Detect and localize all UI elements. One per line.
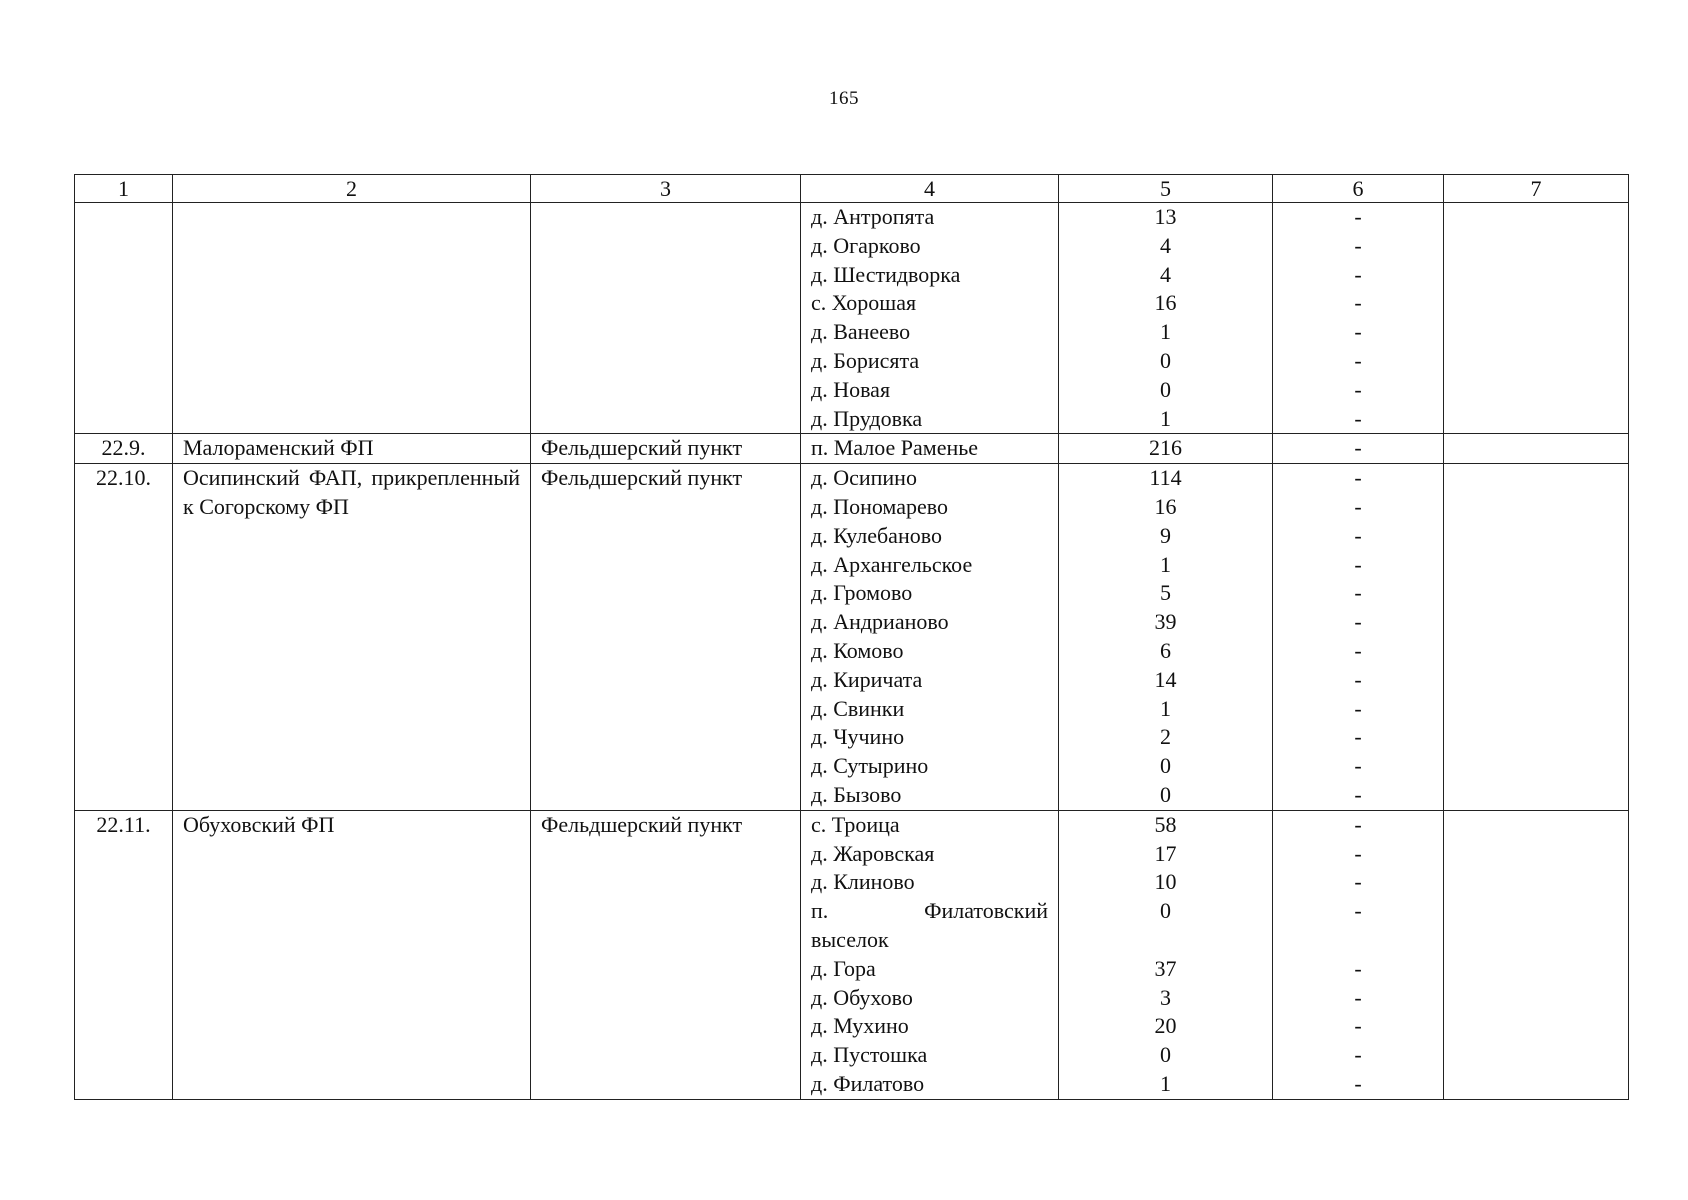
table-row — [75, 434, 1629, 464]
settlement-name: д. Осипино — [811, 465, 917, 491]
column-6-value: - — [1354, 522, 1362, 548]
column-6-value: - — [1354, 551, 1362, 577]
column-6-value: - — [1354, 376, 1362, 402]
population-value: 0 — [1160, 1042, 1171, 1068]
population-value: 4 — [1160, 261, 1171, 287]
column-6-value: - — [1354, 435, 1362, 461]
population-cell — [1059, 810, 1273, 1099]
settlement-name: д. Антропята — [811, 204, 935, 229]
column-6-value: - — [1354, 347, 1362, 373]
population-value: 16 — [1154, 290, 1177, 316]
column-6-value: - — [1354, 204, 1362, 229]
settlements-cell — [801, 810, 1059, 1099]
column-6-value: - — [1354, 869, 1362, 895]
column-6-value: - — [1354, 465, 1362, 491]
column-header: 1 — [75, 175, 173, 203]
settlement-name: д. Киричата — [811, 666, 923, 692]
column-6-value: - — [1354, 319, 1362, 345]
population-value: 5 — [1160, 580, 1171, 606]
population-spacer — [1059, 926, 1272, 955]
population-value: 1 — [1160, 695, 1171, 721]
settlement-name: д. Андрианово — [811, 609, 949, 635]
column-6-value: - — [1354, 666, 1362, 692]
facility-type: Фельдшерский пункт — [541, 465, 743, 491]
facility-name-cell — [173, 434, 531, 464]
column-7-cell — [1444, 464, 1629, 811]
settlement-name: д. Пустошка — [811, 1042, 928, 1068]
facility-name: Обуховский ФП — [183, 811, 335, 837]
population-value: 13 — [1154, 204, 1177, 229]
population-value: 20 — [1154, 1013, 1177, 1039]
table-body — [75, 203, 1629, 1100]
population-value: 0 — [1160, 347, 1171, 373]
population-value: 10 — [1154, 869, 1177, 895]
population-value: 37 — [1154, 955, 1177, 981]
facility-name-cell — [173, 810, 531, 1099]
row-number-cell — [75, 203, 173, 434]
column-6-value: - — [1354, 405, 1362, 431]
settlements-cell — [801, 203, 1059, 434]
facility-type-cell — [531, 434, 801, 464]
settlement-name: д. Архангельское — [811, 551, 973, 577]
facility-type-cell — [531, 464, 801, 811]
column-6-value: - — [1354, 580, 1362, 606]
column-6-value: - — [1354, 724, 1362, 750]
population-value: 4 — [1160, 232, 1171, 258]
population-value: 0 — [1160, 376, 1171, 402]
column-6-value: - — [1354, 898, 1362, 924]
facilities-table — [74, 174, 1629, 1100]
column-6-value: - — [1354, 781, 1362, 807]
settlement-name — [811, 897, 1048, 926]
population-value: 2 — [1160, 724, 1171, 750]
facility-name-cell — [173, 203, 531, 434]
settlement-name: д. Борисята — [811, 347, 920, 373]
table-row — [75, 464, 1629, 811]
population-value: 1 — [1160, 551, 1171, 577]
settlement-name: д. Чучино — [811, 724, 905, 750]
header-row — [75, 175, 1629, 203]
population-value: 39 — [1154, 609, 1177, 635]
column-7-cell — [1444, 434, 1629, 464]
settlements-cell — [801, 464, 1059, 811]
column-6-value: - — [1354, 232, 1362, 258]
table-row — [75, 203, 1629, 434]
column-6-value: - — [1354, 493, 1362, 519]
settlement-name: д. Жаровская — [811, 840, 935, 866]
column-6-value: - — [1354, 261, 1362, 287]
facility-name-cell — [173, 464, 531, 811]
facility-name: Осипинский ФАП, прикрепленный к Согорскому ФП — [183, 465, 520, 519]
column-header: 2 — [173, 175, 531, 203]
population-value: 0 — [1160, 753, 1171, 779]
facility-type-cell — [531, 810, 801, 1099]
settlement-name: д. Бызово — [811, 781, 902, 807]
settlement-name: д. Сутырино — [811, 753, 929, 779]
population-value: 114 — [1149, 465, 1182, 491]
facility-type: Фельдшерский пункт — [541, 435, 743, 461]
settlement-name-part: Филатовский — [924, 898, 1048, 924]
settlement-name-continued: выселок — [811, 926, 889, 952]
row-number: 22.9. — [101, 435, 146, 461]
population-value: 0 — [1160, 781, 1171, 807]
column-header: 7 — [1444, 175, 1629, 203]
population-value: 1 — [1160, 1070, 1171, 1096]
column-header: 4 — [801, 175, 1059, 203]
settlement-name: д. Гора — [811, 955, 876, 981]
population-value: 0 — [1160, 898, 1171, 924]
settlement-name: д. Комово — [811, 637, 904, 663]
row-number: 22.10. — [96, 465, 151, 491]
settlement-name: с. Хорошая — [811, 290, 917, 316]
facility-type-cell — [531, 203, 801, 434]
population-value: 58 — [1154, 811, 1177, 837]
population-value: 14 — [1154, 666, 1177, 692]
row-number-cell — [75, 464, 173, 811]
page-number: 165 — [829, 88, 859, 109]
population-value: 6 — [1160, 637, 1171, 663]
row-number — [75, 203, 172, 232]
column-6-value: - — [1354, 840, 1362, 866]
population-value: 216 — [1149, 435, 1182, 461]
column-6-value: - — [1354, 609, 1362, 635]
settlement-name: д. Свинки — [811, 695, 905, 721]
settlement-name: д. Новая — [811, 376, 891, 402]
column-6-cell — [1273, 434, 1444, 464]
column-6-value: - — [1354, 637, 1362, 663]
population-cell — [1059, 464, 1273, 811]
settlement-name: д. Мухино — [811, 1013, 909, 1039]
settlement-name: д. Прудовка — [811, 405, 923, 431]
row-number: 22.11. — [96, 811, 151, 837]
column-6-value: - — [1354, 753, 1362, 779]
population-cell — [1059, 203, 1273, 434]
settlement-name: д. Громово — [811, 580, 913, 606]
column-6-cell — [1273, 203, 1444, 434]
population-cell — [1059, 434, 1273, 464]
column-7-cell — [1444, 810, 1629, 1099]
column-6-value: - — [1354, 695, 1362, 721]
column-6-value: - — [1354, 984, 1362, 1010]
population-value: 9 — [1160, 522, 1171, 548]
settlement-name: с. Троица — [811, 811, 900, 837]
column-6-value: - — [1354, 955, 1362, 981]
column-6-value: - — [1354, 1070, 1362, 1096]
settlement-name: д. Клиново — [811, 869, 915, 895]
settlements-cell — [801, 434, 1059, 464]
column-6-spacer — [1273, 926, 1443, 955]
settlement-name: п. Малое Раменье — [811, 435, 979, 461]
settlement-name: д. Кулебаново — [811, 522, 942, 548]
row-number-cell — [75, 810, 173, 1099]
settlement-name: д. Шестидворка — [811, 261, 961, 287]
facility-type — [541, 203, 790, 232]
column-6-value: - — [1354, 1013, 1362, 1039]
column-header: 3 — [531, 175, 801, 203]
settlement-name: д. Огарково — [811, 232, 921, 258]
settlement-name: д. Филатово — [811, 1070, 925, 1096]
column-header: 6 — [1273, 175, 1444, 203]
column-6-cell — [1273, 464, 1444, 811]
population-value: 3 — [1160, 984, 1171, 1010]
settlement-name: д. Обухово — [811, 984, 913, 1010]
population-value: 1 — [1160, 319, 1171, 345]
column-7-cell — [1444, 203, 1629, 434]
settlement-name: д. Пономарево — [811, 493, 948, 519]
table-row — [75, 810, 1629, 1099]
column-6-cell — [1273, 810, 1444, 1099]
column-6-value: - — [1354, 290, 1362, 316]
column-header: 5 — [1059, 175, 1273, 203]
settlement-name: д. Ванеево — [811, 319, 911, 345]
row-number-cell — [75, 434, 173, 464]
population-value: 16 — [1154, 493, 1177, 519]
population-value: 17 — [1154, 840, 1177, 866]
column-6-value: - — [1354, 811, 1362, 837]
facility-name: Малораменский ФП — [183, 435, 374, 461]
population-value: 1 — [1160, 405, 1171, 431]
column-6-value: - — [1354, 1042, 1362, 1068]
settlement-name-part: п. — [811, 898, 829, 924]
facility-type: Фельдшерский пункт — [541, 811, 743, 837]
